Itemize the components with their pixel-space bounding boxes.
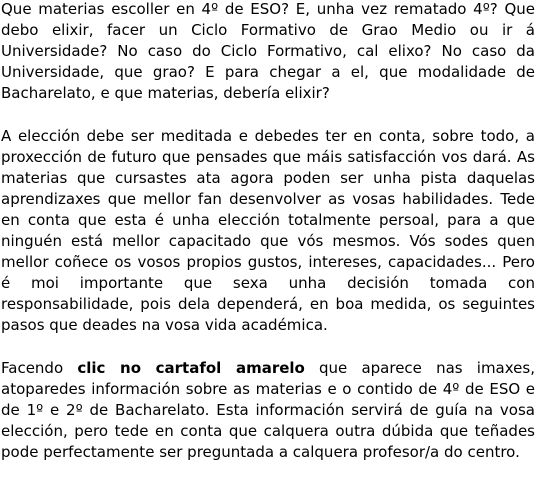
paragraph-folder-instructions (1, 358, 535, 463)
paragraph-3-intro: Facendo (1, 358, 78, 377)
paragraph-3-rest: que aparece nas imaxes, atoparedes información sobre as materias e o contido de 4º de ESO e de 1º e 2º de Bacharelato. Esta información servirá de guía na vosa elección, pero tede en conta que calquera outra dúbida que teñades pode perfectamente ser preguntada a calquera profesor/a do centro. (1, 358, 535, 461)
article-text (1, 0, 535, 463)
folder-click-emphasis: clic no cartafol amarelo (77, 358, 305, 377)
paragraph-questions: Que materias escoller en 4º de ESO? E, unha vez rematado 4º? Que debo elixir, facer un Ciclo Formativo de Grao Medio ou ir á Universidade? No caso do Ciclo Formativo, cal elixo? No caso da Universidade, que grao? E para chegar a el, que modalidade de Bacharelato, e que materias, debería elixir? (1, 0, 535, 103)
paragraph-advice: A elección debe ser meditada e debedes ter en conta, sobre todo, a proxección de futuro que pensades que máis satisfacción vos dará. As materias que cursastes ata agora poden ser unha pista daquelas aprendizaxes que mellor fan desenvolver as vosas habilidades. Tede en conta que esta é unha elección totalmente persoal, para a que ninguén está mellor capacitado que vós mesmos. Vós sodes quen mellor coñece os vosos propios gustos, intereses, capacidades... Pero é moi importante que sexa unha decisión tomada con responsabilidade, pois dela dependerá, en boa medida, os seguintes pasos que deades na vosa vida académica. (1, 126, 535, 335)
